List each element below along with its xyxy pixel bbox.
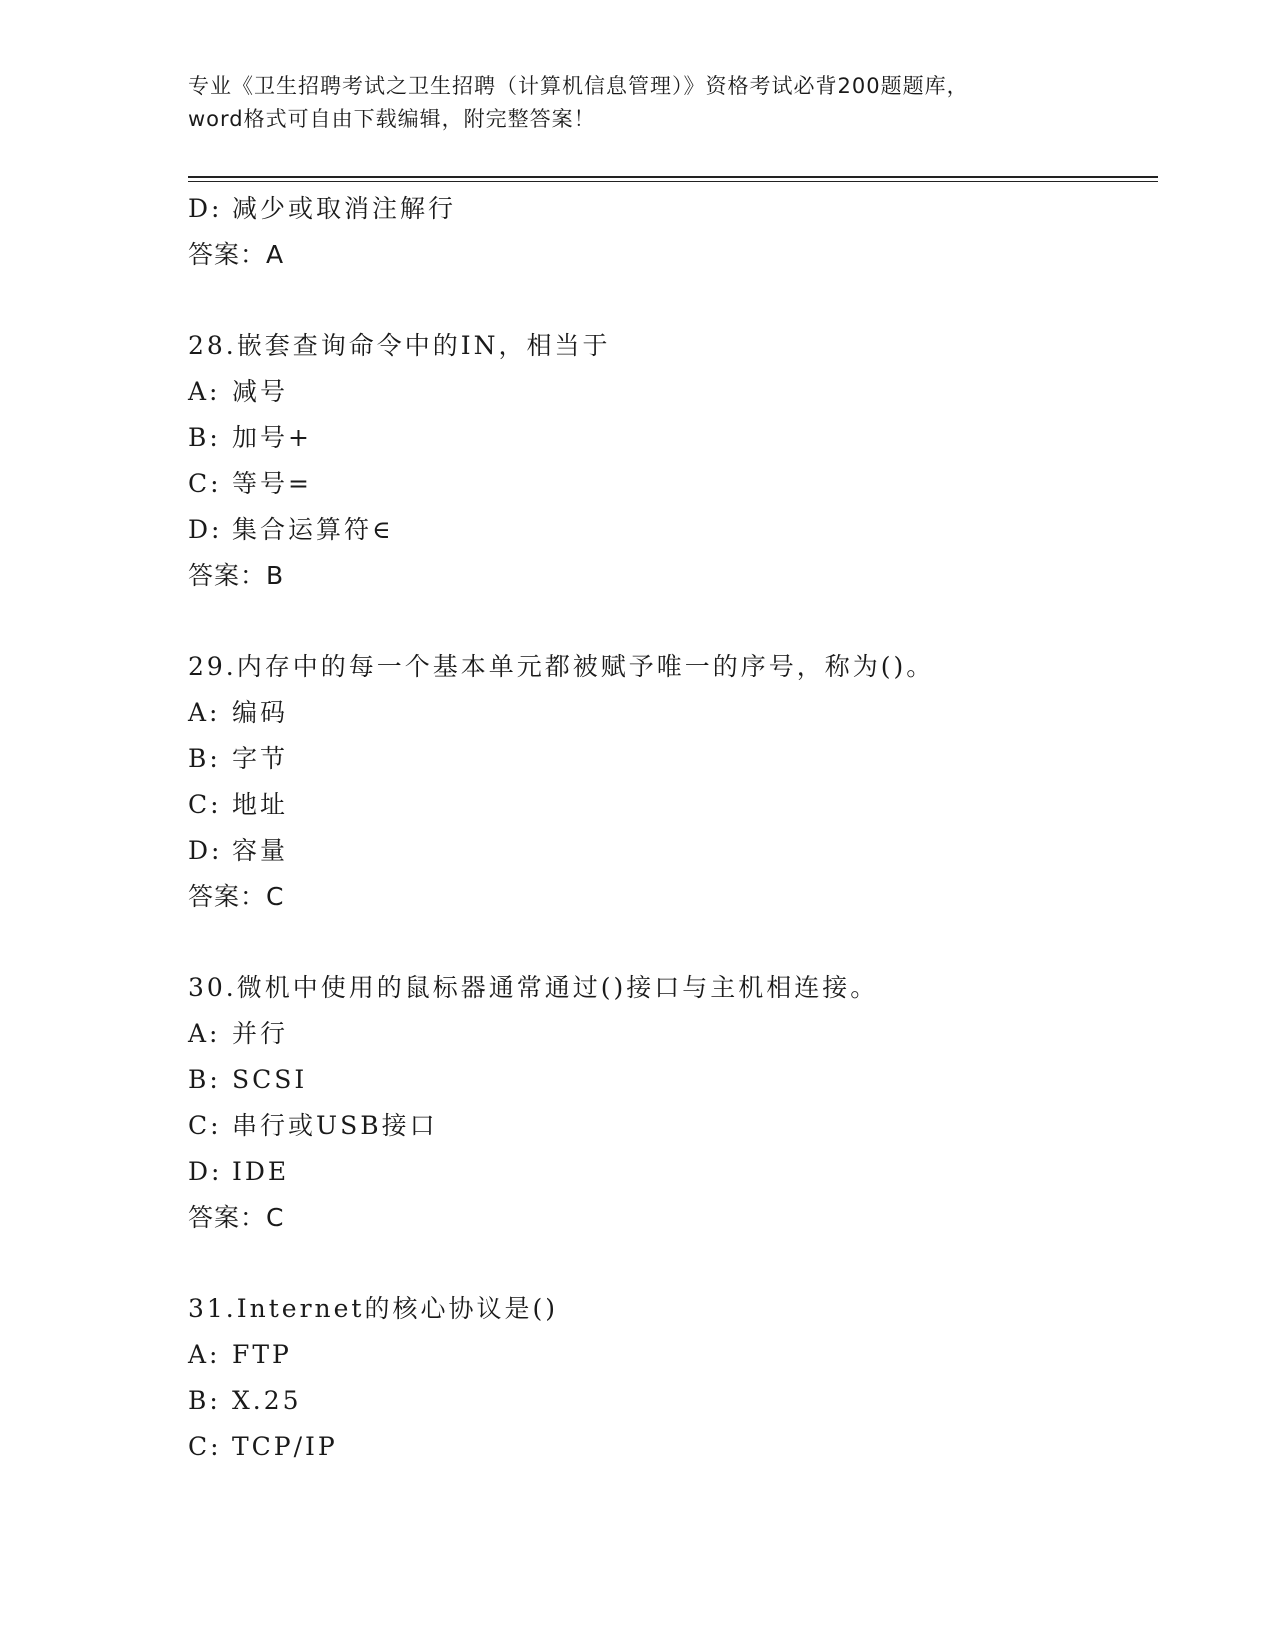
option-c: C: TCP/IP bbox=[188, 1432, 338, 1461]
header-line-1: 专业《卫生招聘考试之卫生招聘（计算机信息管理）》资格考试必背200题题库， bbox=[188, 74, 969, 98]
option-a: A: 编码 bbox=[188, 698, 289, 727]
option-b: B: SCSI bbox=[188, 1065, 308, 1094]
question-list bbox=[188, 186, 1148, 1470]
option-d: D: 容量 bbox=[188, 836, 289, 865]
option-b: B: 字节 bbox=[188, 744, 289, 773]
answer-line: 答案：C bbox=[188, 1203, 285, 1232]
option-a: A: FTP bbox=[188, 1340, 292, 1369]
option-c: C: 等号= bbox=[188, 469, 312, 498]
answer-line: 答案：A bbox=[188, 240, 285, 269]
option-a: A: 并行 bbox=[188, 1019, 289, 1048]
option-b: B: 加号+ bbox=[188, 423, 312, 452]
question-block bbox=[188, 186, 1148, 278]
question-block bbox=[188, 1286, 1148, 1470]
header-divider-thin bbox=[188, 181, 1158, 182]
option-d: D: 集合运算符∈ bbox=[188, 515, 394, 544]
header-line-2: word格式可自由下载编辑，附完整答案！ bbox=[188, 107, 596, 131]
question-text: 29.内存中的每一个基本单元都被赋予唯一的序号，称为()。 bbox=[188, 652, 935, 681]
question-text: 31.Internet的核心协议是() bbox=[188, 1294, 558, 1323]
option-d: D: IDE bbox=[188, 1157, 290, 1186]
question-block bbox=[188, 323, 1148, 599]
header-divider-thick bbox=[188, 176, 1158, 178]
option-a: A: 减号 bbox=[188, 377, 289, 406]
option-c: C: 串行或USB接口 bbox=[188, 1111, 438, 1140]
question-block bbox=[188, 965, 1148, 1241]
answer-line: 答案：B bbox=[188, 561, 285, 590]
document-header bbox=[188, 70, 1088, 136]
question-text: 30.微机中使用的鼠标器通常通过()接口与主机相连接。 bbox=[188, 973, 879, 1002]
question-text: 28.嵌套查询命令中的IN，相当于 bbox=[188, 331, 611, 360]
option-d: D: 减少或取消注解行 bbox=[188, 194, 457, 223]
option-b: B: X.25 bbox=[188, 1386, 302, 1415]
question-block bbox=[188, 644, 1148, 920]
answer-line: 答案：C bbox=[188, 882, 285, 911]
option-c: C: 地址 bbox=[188, 790, 289, 819]
